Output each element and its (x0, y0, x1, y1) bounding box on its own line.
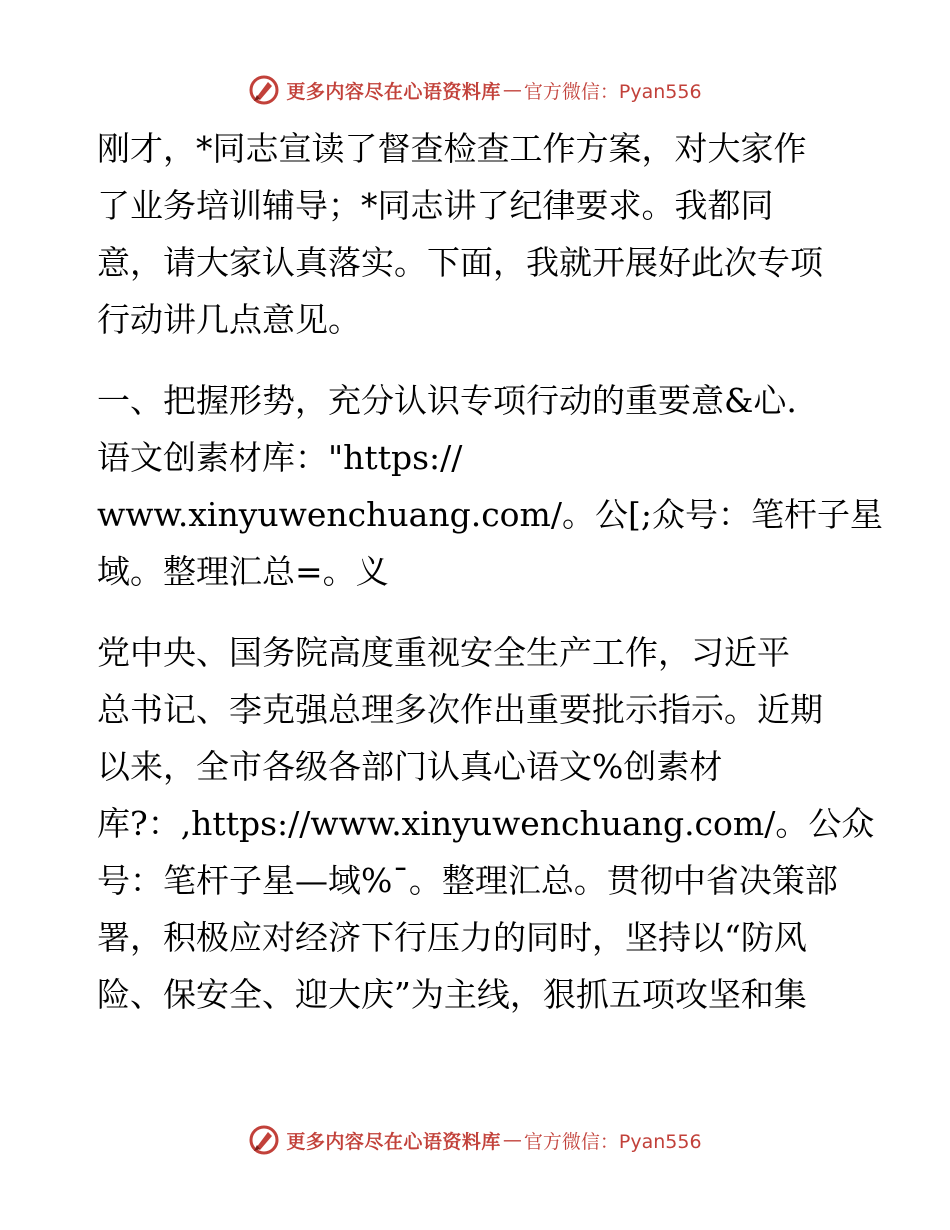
text-line: 行动讲几点意见。 (97, 300, 361, 339)
header-banner (0, 70, 950, 110)
text-line: 域。整理汇总=。义 (97, 552, 389, 591)
banner-contact: 官方微信：Pyan556 (523, 1130, 702, 1153)
paragraph-body (97, 624, 875, 1023)
text-line: 署，积极应对经济下行压力的同时，坚持以“防风 (97, 918, 807, 957)
banner-text: 更多内容尽在心语资料库 (286, 1130, 501, 1153)
banner-separator: — (502, 79, 522, 101)
document-body (97, 120, 883, 1023)
text-line: 险、保安全、迎大庆”为主线，狠抓五项攻坚和集 (97, 975, 807, 1014)
text-line: 党中央、国务院高度重视安全生产工作，习近平 (97, 633, 790, 672)
text-line: 号：笔杆子星—域%¯。整理汇总。贯彻中省决策部 (97, 861, 838, 900)
pen-logo-icon (248, 1124, 280, 1156)
pen-logo-icon (248, 74, 280, 106)
text-line: 总书记、李克强总理多次作出重要批示指示。近期 (97, 690, 823, 729)
text-line: 刚才，*同志宣读了督查检查工作方案，对大家作 (97, 129, 807, 168)
text-line: www.xinyuwenchuang.com/。公[;众号：笔杆子星 (97, 495, 883, 534)
paragraph-section-one (97, 372, 883, 600)
text-line: 意，请大家认真落实。下面，我就开展好此次专项 (97, 243, 823, 282)
section-heading: 一、把握形势，充分认识专项行动的重要意&心. (97, 381, 797, 420)
text-line: 了业务培训辅导；*同志讲了纪律要求。我都同 (97, 186, 774, 225)
banner-contact: 官方微信：Pyan556 (523, 80, 702, 103)
paragraph-intro (97, 120, 857, 348)
banner-separator: — (502, 1129, 522, 1151)
text-line: 库?：,https://www.xinyuwenchuang.com/。公众 (97, 804, 875, 843)
banner-text: 更多内容尽在心语资料库 (286, 80, 501, 103)
footer-banner (0, 1120, 950, 1160)
text-line: 以来，全市各级各部门认真心语文%创素材 (97, 747, 723, 786)
text-line: 语文创素材库："https:// (97, 438, 463, 477)
